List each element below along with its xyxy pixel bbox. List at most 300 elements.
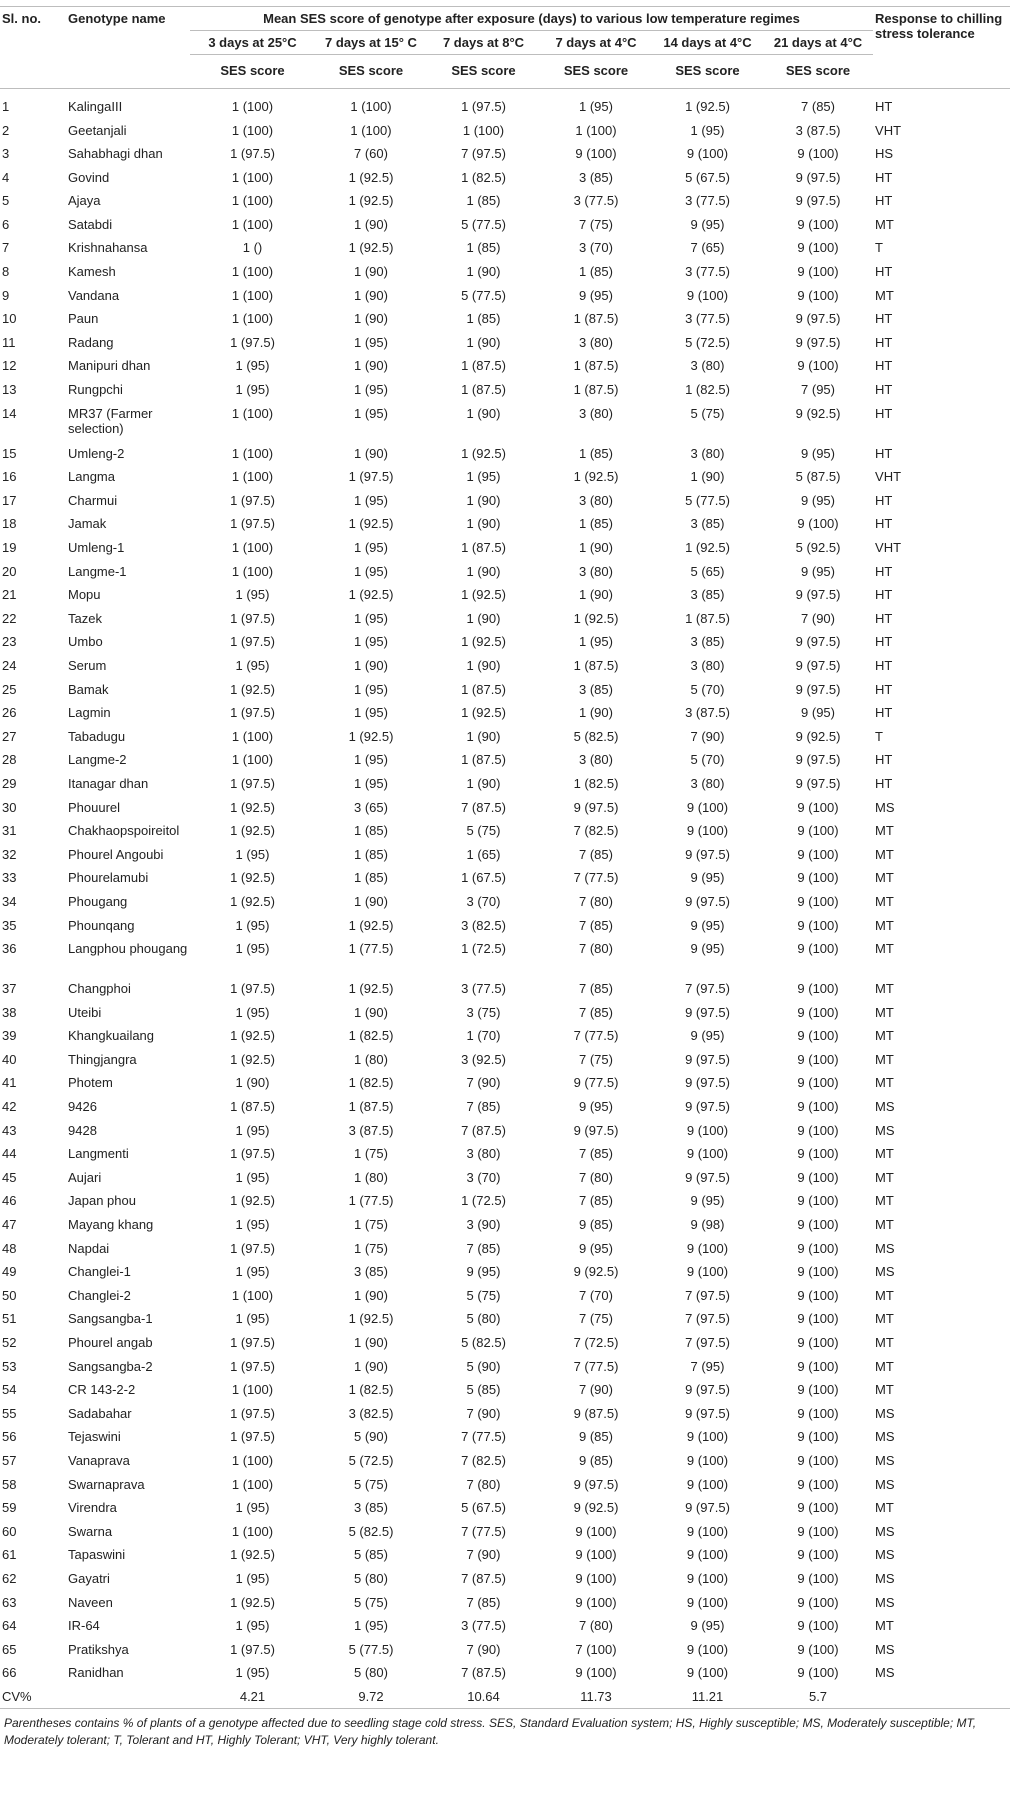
header-regime: 7 days at 15° C <box>315 31 427 55</box>
row-ses-value: 9 (97.5) <box>685 1099 730 1115</box>
row-ses-value: 7 (82.5) <box>573 823 619 839</box>
row-ses-value: 1 (95) <box>579 634 613 650</box>
row-ses-value: 9 (100) <box>797 846 839 862</box>
row-ses-value: 1 (97.5) <box>230 610 275 626</box>
row-ses-value: 1 (95) <box>235 1665 270 1681</box>
row-ses-value: 1 (70) <box>466 1028 501 1044</box>
row-ses-value: 3 (90) <box>466 1217 501 1233</box>
row-ses-value: 3 (85) <box>354 1500 388 1516</box>
header-mean-ses: Mean SES score of genotype after exposure (days) to various low temperature regimes <box>190 7 873 31</box>
cv-empty <box>873 1685 1010 1709</box>
row-ses-value: 7 (90) <box>466 1641 501 1657</box>
row-ses-value: 5 (82.5) <box>461 1335 506 1350</box>
row-ses-value: 1 (75) <box>354 1240 388 1256</box>
table-row <box>0 142 1010 166</box>
row-number: 24 <box>2 657 17 673</box>
row-response: MS <box>875 1452 895 1468</box>
row-ses-value: 7 (90) <box>466 1075 501 1091</box>
row-ses-value: 5 (82.5) <box>348 1523 394 1539</box>
table-row <box>0 1567 1010 1591</box>
row-genotype: Chakhaopspoireitol <box>68 823 180 839</box>
row-response: VHT <box>875 469 902 485</box>
row-ses-value: 1 (97.5) <box>461 99 506 114</box>
row-response: MS <box>875 1547 895 1563</box>
row-ses-value: 1 (95) <box>235 657 270 673</box>
row-genotype: Uteibi <box>68 1004 102 1020</box>
row-ses-value: 9 (98) <box>690 1217 725 1233</box>
row-genotype: Mayang khang <box>68 1217 154 1233</box>
row-ses-value: 7 (85) <box>579 1004 613 1020</box>
row-ses-value: 1 (85) <box>579 445 613 461</box>
row-ses-value: 9 (97.5) <box>795 169 841 185</box>
row-ses-value: 5 (75) <box>466 1287 501 1303</box>
row-ses-value: 1 (92.5) <box>348 728 394 744</box>
row-ses-value: 1 (97.5) <box>230 516 275 532</box>
row-ses-value: 3 (77.5) <box>461 981 506 997</box>
row-response: HT <box>875 334 893 350</box>
row-ses-value: 1 (97.5) <box>230 775 275 791</box>
row-number: 65 <box>2 1641 17 1657</box>
table-row <box>0 1543 1010 1567</box>
row-response: MT <box>875 287 894 303</box>
row-ses-value: 9 (95) <box>579 1240 613 1256</box>
row-ses-value: 9 (100) <box>797 1051 839 1067</box>
row-ses-value: 1 (100) <box>231 563 274 579</box>
row-ses-value: 1 (87.5) <box>461 540 506 555</box>
row-ses-value: 5 (65) <box>690 563 725 579</box>
row-ses-value: 9 (100) <box>575 146 617 162</box>
row-response: MT <box>875 1618 894 1634</box>
table-row <box>0 819 1010 843</box>
row-ses-value: 1 (95) <box>235 846 270 862</box>
table-row <box>0 890 1010 914</box>
row-genotype: Naveen <box>68 1594 113 1610</box>
row-ses-value: 7 (95) <box>801 382 835 398</box>
row-ses-value: 5 (70) <box>690 752 725 768</box>
row-response: MT <box>875 1358 894 1374</box>
row-ses-value: 1 (92.5) <box>461 445 506 461</box>
row-ses-value: 1 (95) <box>690 122 725 138</box>
row-ses-value: 3 (80) <box>579 563 613 579</box>
row-ses-value: 9 (100) <box>797 146 839 162</box>
row-ses-value: 9 (100) <box>797 1217 839 1233</box>
row-ses-value: 1 (90) <box>354 1335 388 1350</box>
row-response: T <box>875 728 883 744</box>
row-ses-value: 3 (77.5) <box>685 264 730 280</box>
row-ses-value: 9 (97.5) <box>685 1075 730 1091</box>
row-number: 14 <box>2 405 17 421</box>
row-response: MT <box>875 1217 894 1233</box>
table-row <box>0 914 1010 938</box>
row-genotype: Ajaya <box>68 193 101 209</box>
row-ses-value: 3 (80) <box>690 657 725 673</box>
row-response: HT <box>875 705 893 721</box>
row-ses-value: 7 (77.5) <box>573 1028 619 1044</box>
row-response: HT <box>875 516 893 532</box>
row-ses-value: 1 (87.5) <box>685 610 730 626</box>
row-ses-value: 3 (65) <box>354 799 388 815</box>
row-ses-value: 1 (100) <box>231 99 274 114</box>
row-ses-value: 3 (80) <box>579 492 613 508</box>
row-ses-value: 5 (87.5) <box>795 469 841 485</box>
row-ses-value: 1 (92.5) <box>230 1547 275 1563</box>
row-ses-value: 1 (92.5) <box>461 705 506 721</box>
header-regime: 7 days at 8°C <box>427 31 540 55</box>
row-ses-value: 9 (100) <box>797 799 839 815</box>
row-ses-value: 9 (100) <box>575 1665 617 1681</box>
row-response: HT <box>875 358 893 374</box>
row-ses-value: 9 (100) <box>797 1382 839 1398</box>
row-ses-value: 3 (80) <box>690 775 725 791</box>
row-ses-value: 9 (100) <box>797 893 839 909</box>
row-ses-value: 9 (100) <box>797 1075 839 1091</box>
row-response: HT <box>875 492 893 508</box>
row-ses-value: 9 (95) <box>690 1193 725 1209</box>
row-ses-value: 9 (100) <box>686 1547 729 1563</box>
row-number: 55 <box>2 1405 17 1421</box>
row-ses-value: 1 (95) <box>235 1311 270 1327</box>
row-response: VHT <box>875 122 902 138</box>
row-number: 45 <box>2 1169 17 1185</box>
row-response: HT <box>875 657 893 673</box>
row-number: 3 <box>2 146 10 162</box>
row-ses-value: 7 (90) <box>690 728 725 744</box>
row-ses-value: 9 (100) <box>797 240 839 256</box>
table-row <box>0 1661 1010 1685</box>
row-ses-value: 1 (90) <box>354 893 388 909</box>
row-ses-value: 9 (100) <box>797 1641 839 1657</box>
cv-value: 11.73 <box>540 1685 652 1709</box>
row-ses-value: 3 (70) <box>466 1169 501 1185</box>
row-ses-value: 1 (95) <box>354 540 388 555</box>
row-ses-value: 1 (97.5) <box>230 1429 275 1445</box>
row-ses-value: 1 (100) <box>462 122 505 138</box>
row-ses-value: 3 (92.5) <box>461 1051 506 1067</box>
row-ses-value: 1 (100) <box>231 1452 274 1468</box>
table-row <box>0 1449 1010 1473</box>
row-ses-value: 9 (85) <box>579 1217 613 1233</box>
row-ses-value: 1 (92.5) <box>230 1051 275 1067</box>
row-ses-value: 1 (90) <box>466 334 501 350</box>
row-response: MT <box>875 893 894 909</box>
row-number: 28 <box>2 752 17 768</box>
row-response: MS <box>875 1476 895 1492</box>
row-response: MS <box>875 1122 895 1138</box>
row-ses-value: 1 (77.5) <box>348 1193 394 1209</box>
row-ses-value: 1 (92.5) <box>348 193 394 209</box>
row-ses-value: 1 (95) <box>235 382 270 398</box>
table-row <box>0 796 1010 820</box>
row-ses-value: 9 (95) <box>579 1099 613 1115</box>
row-number: 17 <box>2 492 17 508</box>
row-ses-value: 1 (85) <box>354 870 388 886</box>
row-ses-value: 7 (85) <box>579 1193 613 1209</box>
row-number: 40 <box>2 1051 17 1067</box>
row-ses-value: 1 (80) <box>354 1051 388 1067</box>
row-ses-value: 1 (95) <box>235 1169 270 1185</box>
table-row <box>0 189 1010 213</box>
row-response: MT <box>875 1193 894 1209</box>
row-genotype: Langme-1 <box>68 563 127 579</box>
row-ses-value: 1 (90) <box>354 1004 388 1020</box>
row-genotype: Napdai <box>68 1240 110 1256</box>
row-genotype: Govind <box>68 169 110 185</box>
row-ses-value: 9 (95) <box>466 1264 501 1280</box>
table-row <box>0 1024 1010 1048</box>
row-genotype: Changlei-1 <box>68 1264 131 1280</box>
row-genotype: Lagmin <box>68 705 111 721</box>
row-number: 41 <box>2 1075 17 1091</box>
row-ses-value: 1 (82.5) <box>348 1028 394 1044</box>
row-number: 59 <box>2 1500 17 1516</box>
table-row <box>0 937 1010 977</box>
row-ses-value: 1 (87.5) <box>573 311 619 327</box>
row-number: 66 <box>2 1665 17 1681</box>
table-row <box>0 378 1010 402</box>
row-number: 26 <box>2 705 17 721</box>
row-ses-value: 1 (92.5) <box>573 469 619 485</box>
row-ses-value: 5 (82.5) <box>573 728 619 744</box>
row-genotype: Phougang <box>68 893 128 909</box>
row-ses-value: 1 (97.5) <box>230 334 275 350</box>
row-ses-value: 1 (97.5) <box>230 492 275 508</box>
row-response: HT <box>875 775 893 791</box>
row-number: 25 <box>2 681 17 697</box>
row-ses-value: 9 (100) <box>686 799 729 815</box>
row-ses-value: 9 (97.5) <box>795 193 841 209</box>
row-ses-value: 3 (70) <box>466 893 501 909</box>
row-genotype: Serum <box>68 657 107 673</box>
row-ses-value: 1 (100) <box>575 122 617 138</box>
row-ses-value: 1 (77.5) <box>348 941 394 957</box>
table-row <box>0 843 1010 867</box>
row-response: MT <box>875 216 894 232</box>
row-ses-value: 1 (92.5) <box>348 981 394 997</box>
row-response: T <box>875 240 883 256</box>
row-ses-value: 1 (95) <box>354 563 388 579</box>
row-ses-value: 7 (77.5) <box>573 1358 619 1374</box>
row-response: HT <box>875 445 893 461</box>
row-ses-value: 9 (100) <box>797 1618 839 1634</box>
row-ses-value: 9 (100) <box>797 1311 839 1327</box>
row-ses-value: 3 (75) <box>466 1004 501 1020</box>
row-ses-value: 9 (100) <box>686 1641 729 1657</box>
row-ses-value: 9 (95) <box>690 1618 725 1634</box>
row-ses-value: 1 (95) <box>354 334 388 350</box>
row-ses-value: 3 (85) <box>690 634 725 650</box>
row-ses-value: 1 (92.5) <box>230 681 275 697</box>
row-number: 35 <box>2 917 17 933</box>
row-ses-value: 1 (100) <box>231 122 274 138</box>
row-number: 51 <box>2 1311 17 1327</box>
row-response: MS <box>875 1405 895 1421</box>
row-ses-value: 9 (100) <box>575 1547 617 1563</box>
header-genotype: Genotype name <box>66 7 190 89</box>
row-ses-value: 9 (100) <box>686 1240 729 1256</box>
row-ses-value: 7 (77.5) <box>573 870 619 886</box>
row-ses-value: 9 (100) <box>575 1523 617 1539</box>
header-ses-score: SES score <box>315 55 427 89</box>
row-ses-value: 9 (100) <box>797 264 839 280</box>
table-row <box>0 442 1010 466</box>
row-ses-value: 1 (85) <box>466 240 501 256</box>
row-ses-value: 7 (97.5) <box>685 1287 730 1303</box>
row-ses-value: 9 (100) <box>797 1240 839 1256</box>
row-ses-value: 1 (100) <box>231 728 274 744</box>
table-row <box>0 1237 1010 1261</box>
row-ses-value: 1 (100) <box>231 1287 274 1303</box>
header-ses-score: SES score <box>763 55 873 89</box>
table-row <box>0 402 1010 442</box>
row-ses-value: 5 (75) <box>354 1594 388 1610</box>
table-header <box>0 7 1010 89</box>
row-response: HT <box>875 563 893 579</box>
row-number: 49 <box>2 1264 17 1280</box>
row-response: MT <box>875 1146 894 1162</box>
table-row <box>0 512 1010 536</box>
row-ses-value: 9 (100) <box>797 1452 839 1468</box>
row-ses-value: 7 (85) <box>579 846 613 862</box>
row-genotype: Tazek <box>68 610 102 626</box>
row-ses-value: 1 (85) <box>354 846 388 862</box>
row-ses-value: 7 (85) <box>579 1146 613 1162</box>
row-response: VHT <box>875 540 902 555</box>
row-number: 61 <box>2 1547 17 1563</box>
row-ses-value: 9 (100) <box>686 1476 729 1492</box>
row-genotype: Paun <box>68 311 99 327</box>
row-ses-value: 9 (97.5) <box>573 1122 619 1138</box>
row-ses-value: 3 (85) <box>690 516 725 532</box>
cv-value: 5.7 <box>763 1685 873 1709</box>
row-genotype: Thingjangra <box>68 1051 137 1067</box>
row-ses-value: 9 (97.5) <box>795 311 841 327</box>
row-ses-value: 1 (90) <box>466 610 501 626</box>
row-genotype: Sangsangba-1 <box>68 1311 153 1327</box>
row-ses-value: 1 (85) <box>579 264 613 280</box>
row-genotype: Manipuri dhan <box>68 358 151 374</box>
row-ses-value: 1 (100) <box>231 469 274 485</box>
row-response: HT <box>875 264 893 280</box>
row-genotype: Kamesh <box>68 264 116 280</box>
row-genotype: IR-64 <box>68 1618 100 1634</box>
header-ses-score: SES score <box>190 55 315 89</box>
table-row <box>0 560 1010 584</box>
row-ses-value: 1 (95) <box>235 1500 270 1516</box>
row-genotype: Vandana <box>68 287 120 303</box>
row-ses-value: 5 (77.5) <box>461 216 506 232</box>
row-response: MT <box>875 1382 894 1398</box>
table-row <box>0 1520 1010 1544</box>
row-response: HT <box>875 99 893 114</box>
row-ses-value: 3 (85) <box>354 1264 388 1280</box>
table-row <box>0 866 1010 890</box>
row-ses-value: 7 (80) <box>579 941 613 957</box>
row-genotype: Sahabhagi dhan <box>68 146 163 162</box>
cv-label: CV% <box>0 1685 66 1709</box>
row-ses-value: 1 (92.5) <box>230 893 275 909</box>
row-ses-value: 9 (100) <box>797 1099 839 1115</box>
row-ses-value: 5 (77.5) <box>461 287 506 303</box>
row-ses-value: 1 (95) <box>235 1122 270 1138</box>
row-ses-value: 1 (90) <box>354 287 388 303</box>
row-number: 31 <box>2 823 17 839</box>
row-ses-value: 9 (97.5) <box>795 634 841 650</box>
row-ses-value: 1 (85) <box>466 311 501 327</box>
row-genotype: Sangsangba-2 <box>68 1358 153 1374</box>
row-ses-value: 1 (82.5) <box>348 1382 394 1398</box>
row-ses-value: 7 (97.5) <box>461 146 506 162</box>
header-slno: Sl. no. <box>0 7 66 89</box>
cv-row <box>0 1685 1010 1709</box>
row-ses-value: 9 (97.5) <box>795 775 841 791</box>
row-ses-value: 1 (100) <box>231 540 274 555</box>
row-number: 6 <box>2 216 10 232</box>
table-row <box>0 1142 1010 1166</box>
row-ses-value: 7 (60) <box>354 146 388 162</box>
row-ses-value: 3 (87.5) <box>348 1122 394 1138</box>
row-ses-value: 7 (85) <box>579 917 613 933</box>
row-ses-value: 7 (70) <box>579 1287 613 1303</box>
row-ses-value: 3 (80) <box>690 358 725 374</box>
row-ses-value: 7 (75) <box>579 216 613 232</box>
row-ses-value: 9 (100) <box>797 1547 839 1563</box>
row-ses-value: 1 (87.5) <box>573 657 619 673</box>
row-ses-value: 1 (95) <box>354 681 388 697</box>
row-ses-value: 3 (82.5) <box>348 1405 394 1421</box>
row-ses-value: 7 (72.5) <box>573 1335 619 1350</box>
row-ses-value: 1 (65) <box>466 846 501 862</box>
row-ses-value: 7 (90) <box>466 1405 501 1421</box>
row-number: 29 <box>2 775 17 791</box>
row-ses-value: 1 (92.5) <box>230 1028 275 1044</box>
row-response: MT <box>875 823 894 839</box>
row-number: 47 <box>2 1217 17 1233</box>
row-ses-value: 9 (92.5) <box>795 405 841 421</box>
row-ses-value: 9 (100) <box>797 1405 839 1421</box>
row-number: 54 <box>2 1382 17 1398</box>
row-ses-value: 7 (97.5) <box>685 1311 730 1327</box>
row-ses-value: 9 (97.5) <box>795 681 841 697</box>
table-row <box>0 489 1010 513</box>
table-row <box>0 1189 1010 1213</box>
row-ses-value: 9 (100) <box>797 1500 839 1516</box>
header-regime: 14 days at 4°C <box>652 31 763 55</box>
row-number: 1 <box>2 99 10 114</box>
row-genotype: Phourel Angoubi <box>68 846 164 862</box>
row-ses-value: 1 (95) <box>235 917 270 933</box>
row-ses-value: 1 (72.5) <box>461 941 506 957</box>
row-genotype: Charmui <box>68 492 118 508</box>
row-number: 11 <box>2 334 16 350</box>
row-ses-value: 9 (100) <box>797 1193 839 1209</box>
row-response: MS <box>875 1594 895 1610</box>
row-ses-value: 9 (100) <box>797 823 839 839</box>
row-number: 20 <box>2 563 17 579</box>
row-ses-value: 1 (92.5) <box>230 1193 275 1209</box>
row-ses-value: 1 (90) <box>579 587 613 603</box>
table-row <box>0 331 1010 355</box>
row-number: 33 <box>2 870 17 886</box>
row-ses-value: 1 (95) <box>235 1217 270 1233</box>
row-ses-value: 9 (100) <box>797 516 839 532</box>
row-ses-value: 9 (85) <box>579 1429 613 1445</box>
row-ses-value: 9 (100) <box>797 1122 839 1138</box>
row-ses-value: 9 (95) <box>801 705 835 721</box>
table-row <box>0 1095 1010 1119</box>
row-ses-value: 7 (85) <box>579 981 613 997</box>
row-response: MT <box>875 1311 894 1327</box>
row-ses-value: 5 (70) <box>690 681 725 697</box>
